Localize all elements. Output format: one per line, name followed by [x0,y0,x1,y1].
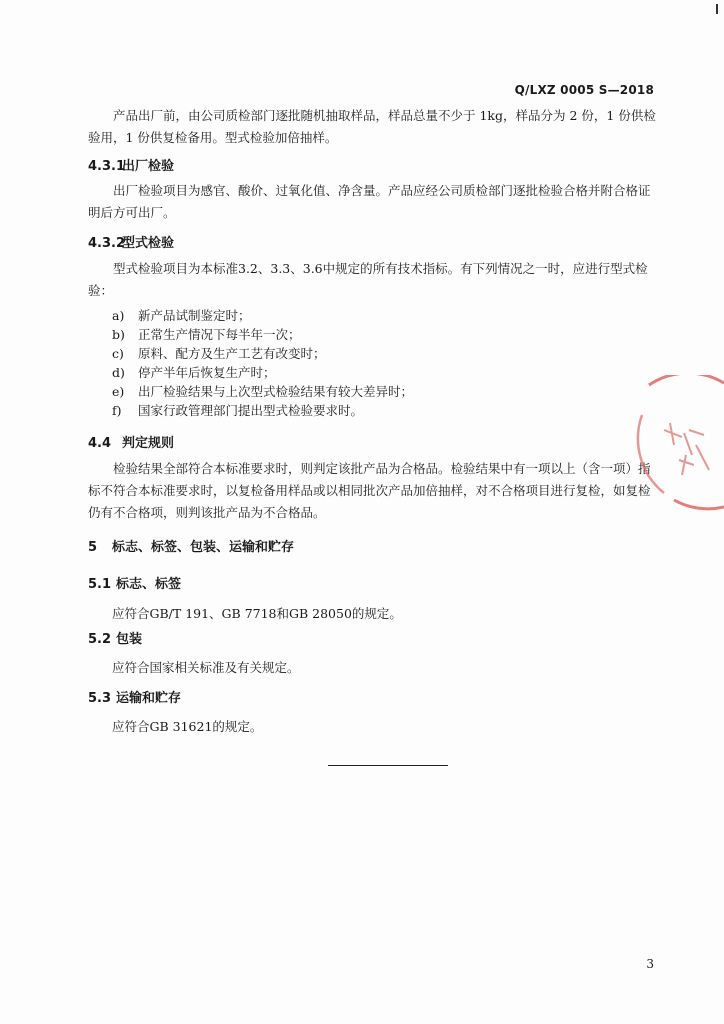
end-rule [328,765,448,766]
section-heading-5-2 [88,628,142,647]
section-number: 4.3.1 [88,159,126,174]
document-code: Q/LXZ 0005 S—2018 [514,83,654,97]
section-title: 标志、标签 [116,577,182,592]
section-title: 包装 [116,632,143,647]
section-title: 判定规则 [122,436,175,451]
section-heading-5-3 [88,687,181,706]
list-marker: f) [112,403,122,418]
list-marker: d) [112,365,125,380]
section-title: 型式检验 [122,236,175,251]
section-paragraph-5-1: 应符合GB/T 191、GB 7718和GB 28050的规定。 [112,606,402,621]
list-text: 出厂检验结果与上次型式检验结果有较大差异时； [138,384,414,399]
list-text: 国家行政管理部门提出型式检验要求时。 [138,403,364,418]
list-item-f [112,402,363,420]
list-text: 原料、配方及生产工艺有改变时； [138,346,326,361]
section-number: 5 [88,540,98,555]
section-paragraph-4-3-2: 型式检验项目为本标准3.2、3.3、3.6中规定的所有技术指标。有下列情况之一时，应进行型式检验： [88,261,648,298]
section-number: 5.3 [88,691,112,706]
page-number: 3 [646,957,654,971]
section-heading-4-3-2 [88,232,174,251]
red-seal-stamp [634,375,724,515]
list-item-c [112,345,326,363]
section-paragraph-4-4: 检验结果全部符合本标准要求时，则判定该批产品为合格品。检验结果中有一项以上（含一项）指标不符合本标准要求时，以复检备用样品或以相同批次产品加倍抽样，对不合格项目进行复检，如复检仍有不合格项，则判该批产品为不合格品。 [88,461,651,520]
section-paragraph-5-2: 应符合国家相关标准及有关规定。 [112,660,300,675]
scan-edge-mark [716,4,718,14]
list-marker: a) [112,308,125,323]
list-item-d [112,364,276,382]
list-text: 停产半年后恢复生产时； [138,365,276,380]
section-heading-5 [88,536,294,555]
section-number: 5.1 [88,577,112,592]
section-title: 运输和贮存 [116,691,182,706]
section-heading-5-1 [88,573,181,592]
section-number: 4.4 [88,436,112,451]
section-number: 4.3.2 [88,236,126,251]
list-item-a [112,307,251,325]
list-marker: b) [112,327,125,342]
section-number: 5.2 [88,632,112,647]
list-marker: c) [112,346,124,361]
intro-paragraph: 产品出厂前，由公司质检部门逐批随机抽取样品，样品总量不少于 1kg，样品分为 2 份，1 份供检验用，1 份供复检备用。型式检验加倍抽样。 [88,108,656,145]
section-title: 出厂检验 [122,159,175,174]
list-text: 新产品试制鉴定时； [138,308,251,323]
section-heading-4-3-1 [88,155,174,174]
section-paragraph-4-3-1: 出厂检验项目为感官、酸价、过氧化值、净含量。产品应经公司质检部门逐批检验合格并附合格证明后方可出厂。 [88,183,651,220]
list-text: 正常生产情况下每半年一次； [138,327,301,342]
section-heading-4-4 [88,432,174,451]
section-paragraph-5-3: 应符合GB 31621的规定。 [112,719,263,734]
list-item-e [112,383,413,401]
list-item-b [112,326,301,344]
list-marker: e) [112,384,125,399]
section-title: 标志、标签、包装、运输和贮存 [112,540,295,555]
